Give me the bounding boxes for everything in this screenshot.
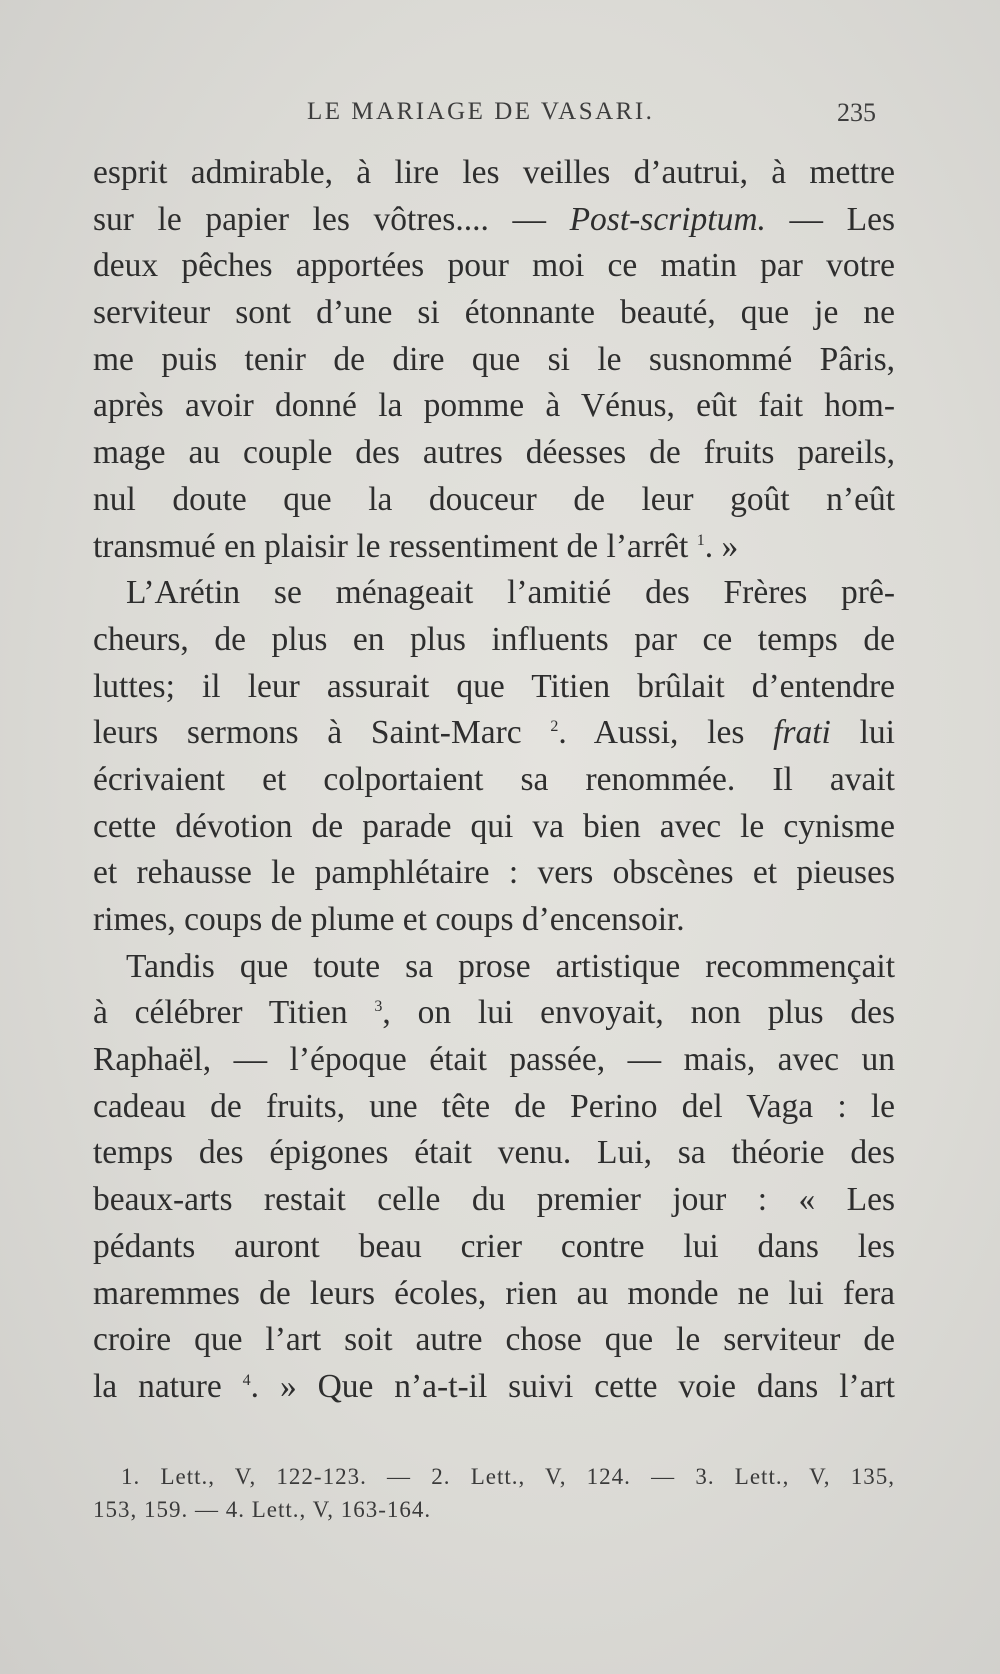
text-line: deux pêches apportées pour moi ce matin par votre (93, 247, 895, 285)
text-line: écrivaient et colportaient sa renommée. Il avait (93, 760, 895, 798)
text-line (93, 1364, 895, 1411)
running-header (0, 98, 1000, 138)
text-line: pédants auront beau crier contre lui dans les (93, 1227, 895, 1265)
footnote-ref: 4 (242, 1371, 251, 1389)
text-line: croire que l’art soit autre chose que le serviteur de (93, 1321, 895, 1359)
text-line: serviteur sont d’une si étonnante beauté, que je ne (93, 294, 895, 332)
text-span: leurs sermons à Saint-Marc (93, 714, 551, 752)
footnote-ref: 1 (696, 531, 705, 549)
footnote-line: 1. Lett., V, 122-123. — 2. Lett., V, 124. — 3. Lett., V, 135, (121, 1464, 895, 1489)
text-span: . » (704, 527, 739, 565)
text-line: maremmes de leurs écoles, rien au monde ne lui fera (93, 1274, 895, 1312)
text-span: . » Que n’a-t-il suivi cette voie dans l’art (250, 1367, 895, 1405)
text-line: mage au couple des autres déesses de fruits pareils, (93, 434, 895, 472)
page-number: 235 (837, 98, 876, 127)
text-line: Raphaël, — l’époque était passée, — mais, avec un (93, 1041, 895, 1079)
text-span: sur le papier les vôtres.... — (93, 200, 570, 238)
text-line: beaux-arts restait celle du premier jour : « Les (93, 1181, 895, 1219)
text-line (93, 990, 895, 1037)
text-span: lui (830, 714, 895, 752)
text-line: nul doute que la douceur de leur goût n’eût (93, 480, 895, 518)
text-span: — Les (765, 200, 895, 238)
text-line: esprit admirable, à lire les veilles d’autrui, à mettre (93, 154, 895, 191)
text-line (93, 197, 895, 244)
text-line (93, 710, 895, 757)
text-line: temps des épigones était venu. Lui, sa théorie des (93, 1134, 895, 1172)
italic-text: frati (773, 714, 831, 752)
text-span: à célébrer Titien (93, 994, 375, 1032)
text-line: cette dévotion de parade qui va bien avec le cynisme (93, 807, 895, 845)
footnote-ref: 3 (374, 998, 383, 1016)
text-line: et rehausse le pamphlétaire : vers obscènes et pieuses (93, 854, 895, 892)
text-line: Tandis que toute sa prose artistique recommençait (126, 947, 895, 985)
text-line (93, 524, 895, 571)
text-line: L’Arétin se ménageait l’amitié des Frères prê- (126, 574, 895, 612)
text-line: rimes, coups de plume et coups d’encensoir. (93, 901, 685, 938)
text-span: , on lui envoyait, non plus des (382, 994, 896, 1032)
footnotes (93, 1460, 895, 1526)
text-span: transmué en plaisir le ressentiment de l’arrêt (93, 527, 697, 565)
text-line: cheurs, de plus en plus influents par ce temps de (93, 620, 895, 658)
text-line: me puis tenir de dire que si le susnommé Pâris, (93, 340, 895, 378)
text-span: . Aussi, les (558, 714, 774, 752)
italic-text: Post-scriptum. (569, 200, 766, 238)
footnote-ref: 2 (550, 718, 559, 736)
running-title: LE MARIAGE DE VASARI. (307, 98, 655, 125)
text-span: la nature (93, 1367, 243, 1405)
footnote-line: 153, 159. — 4. Lett., V, 163-164. (93, 1497, 432, 1522)
text-line: luttes; il leur assurait que Titien brûlait d’entendre (93, 667, 895, 705)
body-text (93, 150, 895, 1411)
text-line: après avoir donné la pomme à Vénus, eût fait hom- (93, 387, 895, 425)
text-line: cadeau de fruits, une tête de Perino del Vaga : le (93, 1087, 895, 1125)
